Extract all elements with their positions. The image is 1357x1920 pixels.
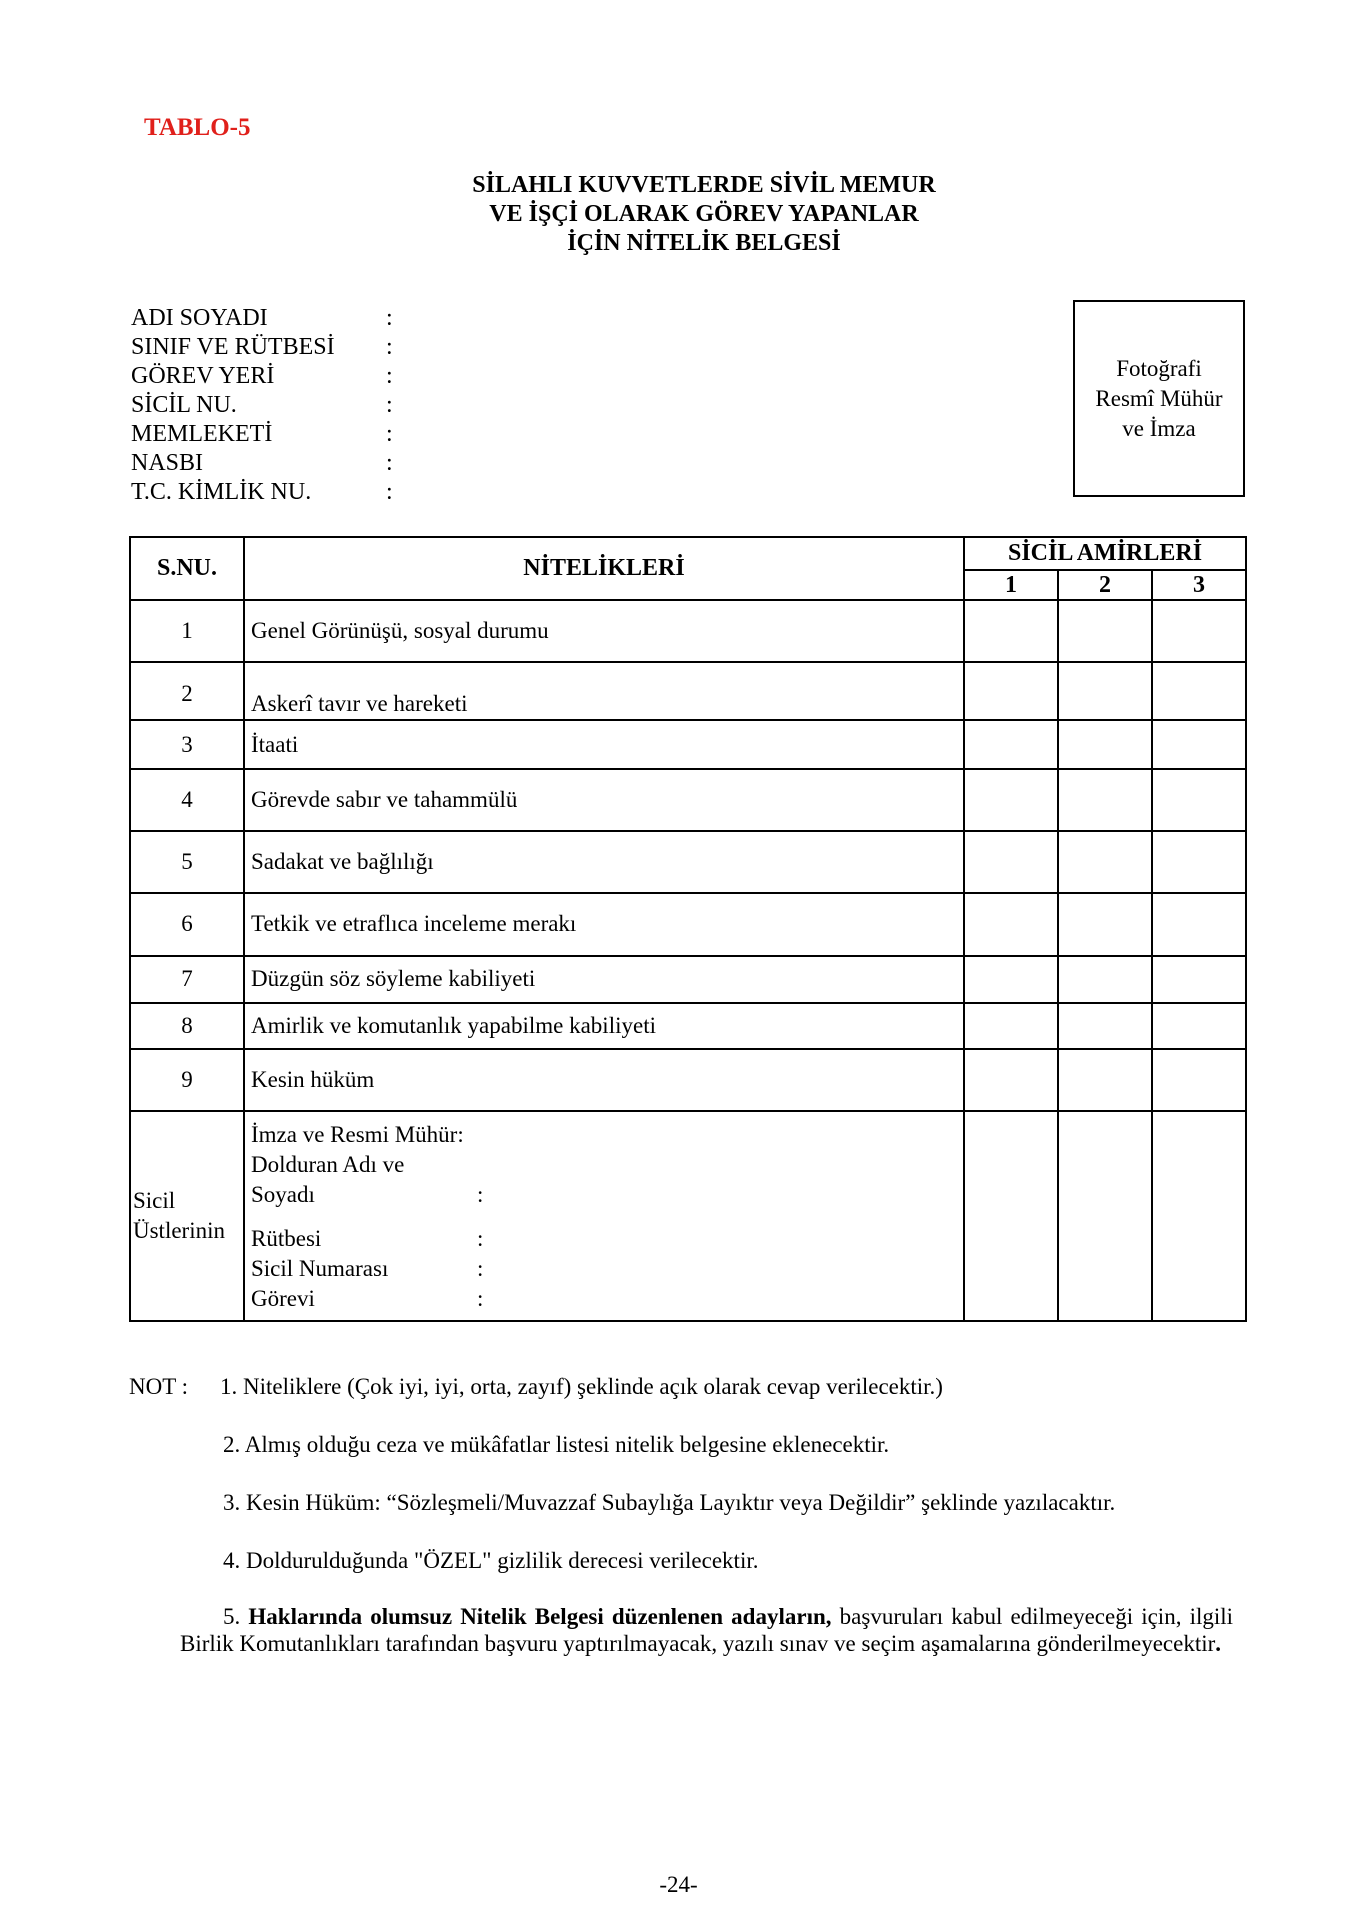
signature-label: Rütbesi bbox=[251, 1225, 322, 1251]
note-item-5 bbox=[180, 1603, 1233, 1657]
row-number: 4 bbox=[130, 769, 244, 831]
signature-label: Sicil Numarası bbox=[251, 1255, 389, 1281]
rating-cell[interactable] bbox=[1058, 769, 1152, 831]
document-title bbox=[0, 171, 1357, 258]
rating-cell[interactable] bbox=[1152, 600, 1246, 662]
rating-cell[interactable] bbox=[964, 1003, 1058, 1049]
rating-cell[interactable] bbox=[964, 1049, 1058, 1111]
note-item-4: 4. Doldurulduğunda "ÖZEL" gizlilik derecesi verilecektir. bbox=[223, 1548, 759, 1573]
signature-cell[interactable] bbox=[1058, 1111, 1152, 1321]
rating-cell[interactable] bbox=[964, 662, 1058, 720]
table-row bbox=[130, 600, 1246, 662]
header-superior-2: 2 bbox=[1058, 570, 1152, 600]
row-quality: Genel Görünüşü, sosyal durumu bbox=[244, 600, 964, 662]
row-number: 5 bbox=[130, 831, 244, 893]
title-line-1: SİLAHLI KUVVETLERDE SİVİL MEMUR bbox=[472, 172, 936, 198]
signature-sep: : bbox=[477, 1181, 484, 1207]
rating-cell[interactable] bbox=[1058, 1049, 1152, 1111]
field-label-tc-id: T.C. KİMLİK NU. bbox=[131, 479, 312, 505]
row-number: 7 bbox=[130, 956, 244, 1003]
signature-cell[interactable] bbox=[964, 1111, 1058, 1321]
field-label-duty-place: GÖREV YERİ bbox=[131, 363, 275, 389]
photo-box-line: Resmî Mühür bbox=[1095, 385, 1223, 411]
table-row bbox=[130, 769, 1246, 831]
row-quality: Amirlik ve komutanlık yapabilme kabiliyeti bbox=[244, 1003, 964, 1049]
rating-cell[interactable] bbox=[1058, 600, 1152, 662]
header-qualities: NİTELİKLERİ bbox=[244, 537, 964, 600]
table-row bbox=[130, 1003, 1246, 1049]
rating-cell[interactable] bbox=[1058, 893, 1152, 955]
row-quality: Tetkik ve etraflıca inceleme merakı bbox=[244, 893, 964, 955]
note-item-5-text: başvuruları kabul edilmeyeceği için, ilgili Birlik Komutanlıkları tarafından başvuru yaptırılmayacak, yazılı sınav ve seçim aşamalarına gönderilmeyecektir bbox=[180, 1604, 1234, 1656]
rating-cell[interactable] bbox=[1058, 831, 1152, 893]
signature-details bbox=[244, 1111, 964, 1321]
signature-sep: : bbox=[477, 1285, 484, 1311]
row-number: 8 bbox=[130, 1003, 244, 1049]
row-quality: Kesin hüküm bbox=[244, 1049, 964, 1111]
rating-cell[interactable] bbox=[1152, 893, 1246, 955]
table-row bbox=[130, 893, 1246, 955]
rating-cell[interactable] bbox=[964, 831, 1058, 893]
rating-cell[interactable] bbox=[964, 893, 1058, 955]
field-label-nasbi: NASBI bbox=[131, 450, 204, 476]
rating-cell[interactable] bbox=[1152, 1049, 1246, 1111]
table-row bbox=[130, 1049, 1246, 1111]
signature-label: İmza ve Resmi Mühür: bbox=[251, 1121, 464, 1147]
notes-prefix: NOT : bbox=[129, 1374, 188, 1399]
row-number: 2 bbox=[130, 662, 244, 720]
document-label: TABLO-5 bbox=[144, 114, 251, 141]
row-number: 9 bbox=[130, 1049, 244, 1111]
field-label-registry-no: SİCİL NU. bbox=[131, 392, 237, 418]
rating-cell[interactable] bbox=[1058, 720, 1152, 769]
table-row bbox=[130, 662, 1246, 720]
rating-cell[interactable] bbox=[964, 600, 1058, 662]
title-line-2: VE İŞÇİ OLARAK GÖREV YAPANLAR bbox=[489, 201, 919, 227]
header-superiors: SİCİL AMİRLERİ bbox=[964, 537, 1246, 570]
row-number: 3 bbox=[130, 720, 244, 769]
signature-cell[interactable] bbox=[1152, 1111, 1246, 1321]
field-sep-hometown: : bbox=[386, 421, 393, 447]
rating-cell[interactable] bbox=[1152, 662, 1246, 720]
field-label-class-rank: SINIF VE RÜTBESİ bbox=[131, 334, 335, 360]
note-item-2: 2. Almış olduğu ceza ve mükâfatlar listesi nitelik belgesine eklenecektir. bbox=[223, 1432, 890, 1457]
signature-label: Görevi bbox=[251, 1285, 315, 1311]
photo-box-line: ve İmza bbox=[1122, 415, 1196, 441]
title-line-3: İÇİN NİTELİK BELGESİ bbox=[567, 230, 841, 256]
photo-box-line: Fotoğrafi bbox=[1116, 355, 1202, 381]
signature-row-label bbox=[130, 1111, 244, 1321]
header-superior-3: 3 bbox=[1152, 570, 1246, 600]
field-sep-duty-place: : bbox=[386, 363, 393, 389]
table-row bbox=[130, 956, 1246, 1003]
signature-sep: : bbox=[477, 1225, 484, 1251]
field-sep-name: : bbox=[386, 305, 393, 331]
note-item-3: 3. Kesin Hüküm: “Sözleşmeli/Muvazzaf Subaylığa Layıktır veya Değildir” şeklinde yazılacaktır. bbox=[223, 1490, 1116, 1515]
field-sep-class-rank: : bbox=[386, 334, 393, 360]
rating-cell[interactable] bbox=[1058, 1003, 1152, 1049]
note-item-5-bold: Haklarında olumsuz Nitelik Belgesi düzenlenen adayların, bbox=[248, 1604, 832, 1629]
rating-cell[interactable] bbox=[964, 956, 1058, 1003]
page-number: -24- bbox=[659, 1872, 698, 1897]
note-item-5-end: . bbox=[1215, 1631, 1222, 1656]
row-quality: Sadakat ve bağlılığı bbox=[244, 831, 964, 893]
field-label-name: ADI SOYADI bbox=[131, 305, 268, 331]
rating-cell[interactable] bbox=[1152, 956, 1246, 1003]
row-number: 1 bbox=[130, 600, 244, 662]
rating-cell[interactable] bbox=[1058, 662, 1152, 720]
signature-row bbox=[130, 1111, 1246, 1321]
rating-cell[interactable] bbox=[1152, 1003, 1246, 1049]
signature-sep: : bbox=[477, 1255, 484, 1281]
rating-cell[interactable] bbox=[964, 769, 1058, 831]
table-row bbox=[130, 720, 1246, 769]
photo-box bbox=[1073, 300, 1245, 497]
field-sep-registry-no: : bbox=[386, 392, 393, 418]
field-label-hometown: MEMLEKETİ bbox=[131, 421, 273, 447]
signature-label: Dolduran Adı ve bbox=[251, 1151, 405, 1177]
rating-cell[interactable] bbox=[1058, 956, 1152, 1003]
header-sno: S.NU. bbox=[130, 537, 244, 600]
rating-cell[interactable] bbox=[1152, 720, 1246, 769]
table-row bbox=[130, 831, 1246, 893]
signature-label: Soyadı bbox=[251, 1181, 315, 1207]
field-sep-nasbi: : bbox=[386, 450, 393, 476]
row-quality: Askerî tavır ve hareketi bbox=[244, 662, 964, 720]
row-number: 6 bbox=[130, 893, 244, 955]
field-sep-tc-id: : bbox=[386, 479, 393, 505]
header-superior-1: 1 bbox=[964, 570, 1058, 600]
note-item-5-number: 5. bbox=[223, 1604, 241, 1629]
rating-cell[interactable] bbox=[1152, 769, 1246, 831]
rating-cell[interactable] bbox=[964, 720, 1058, 769]
qualities-table bbox=[129, 536, 1247, 1322]
row-quality: Görevde sabır ve tahammülü bbox=[244, 769, 964, 831]
row-quality: İtaati bbox=[244, 720, 964, 769]
note-item-1: 1. Niteliklere (Çok iyi, iyi, orta, zayıf) şeklinde açık olarak cevap verilecektir.) bbox=[220, 1374, 943, 1399]
row-quality: Düzgün söz söyleme kabiliyeti bbox=[244, 956, 964, 1003]
signature-row-label-line: Sicil bbox=[133, 1187, 176, 1213]
rating-cell[interactable] bbox=[1152, 831, 1246, 893]
signature-row-label-line: Üstlerinin bbox=[133, 1217, 225, 1243]
